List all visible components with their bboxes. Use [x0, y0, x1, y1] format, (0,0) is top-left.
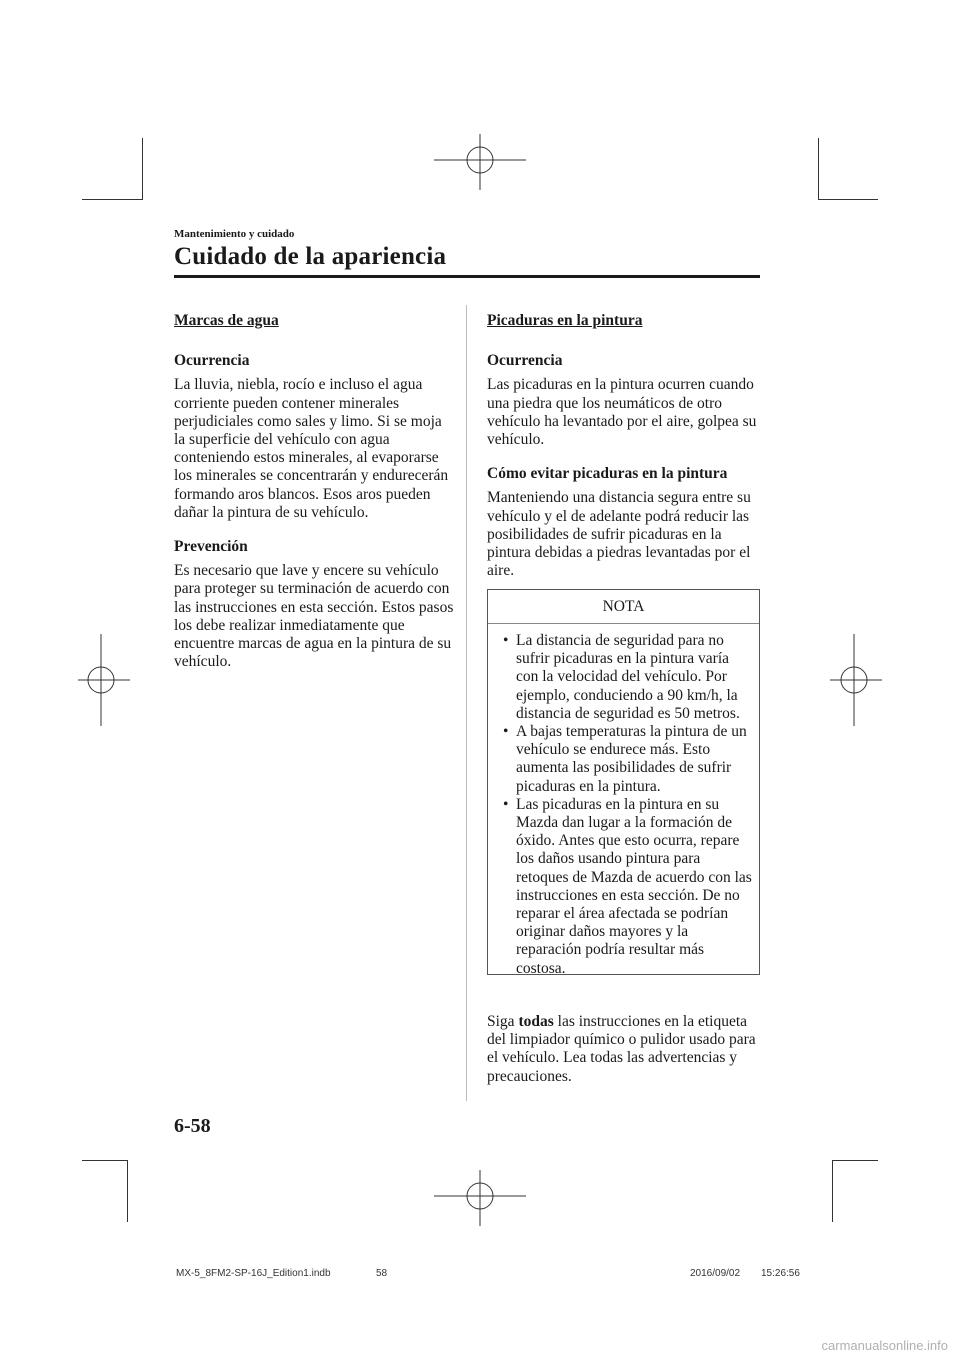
note-list	[500, 632, 752, 978]
note-item	[500, 723, 752, 796]
registration-mark-bottom	[434, 1166, 526, 1226]
right-column	[487, 312, 763, 596]
avoid-paragraph: Manteniendo una distancia segura entre su vehículo y el de adelante podrá reducir las posibilidades de sufrir picaduras en la pintura debidas a piedras levantadas por el aire.	[487, 489, 751, 580]
heading-paint-chips: Picaduras en la pintura	[487, 312, 643, 329]
closing-text-end: las instrucciones en la etiqueta del limpiador químico o pulidor usado para el vehículo. Lea todas las advertencias y precauciones.	[487, 1013, 756, 1085]
section-label: Mantenimiento y cuidado	[174, 228, 295, 240]
footer-date: 2016/09/02	[690, 1268, 741, 1279]
registration-mark-top	[434, 134, 526, 194]
left-column	[174, 312, 456, 687]
closing-paragraph	[487, 1013, 763, 1086]
footer-filename: MX-5_8FM2-SP-16J_Edition1.indb	[176, 1268, 331, 1279]
heading-water-marks: Marcas de agua	[174, 312, 279, 329]
note-separator	[488, 623, 759, 624]
note-box	[487, 589, 760, 975]
page-number: 6-58	[174, 1115, 211, 1137]
bullet-icon: •	[503, 723, 509, 741]
note-item	[500, 796, 752, 978]
subheading-avoid-chips: Cómo evitar picaduras en la pintura	[487, 465, 728, 483]
occurrence-paragraph: Las picaduras en la pintura ocurren cuando una piedra que los neumáticos de otro vehículo ha levantado por el aire, golpea su vehículo.	[487, 376, 757, 449]
subheading-occurrence: Ocurrencia	[174, 352, 250, 370]
note-item	[500, 632, 752, 723]
footer-sheet-number: 58	[376, 1268, 388, 1279]
footer-time: 15:26:56	[761, 1268, 800, 1279]
watermark: carmanualsonline.info	[821, 1338, 948, 1353]
prevention-paragraph: Es necesario que lave y encere su vehículo para proteger su terminación de acuerdo con las instrucciones en esta sección. Estos pasos los debe realizar inmediatamente que encuentre marcas de agua en la pintura de su vehículo.	[174, 562, 454, 671]
subheading-prevention: Prevención	[174, 538, 248, 556]
bullet-icon: •	[503, 632, 509, 649]
closing-text-start: Siga	[487, 1013, 519, 1030]
note-item-text: A bajas temperaturas la pintura de un vehículo se endurece más. Esto aumenta las posibilidades de sufrir picaduras en la pintura.	[516, 723, 747, 795]
occurrence-paragraph: La lluvia, niebla, rocío e incluso el agua corriente pueden contener minerales perjudiciales como sales y limo. Si se moja la superficie del vehículo con agua conteniendo estos minerales, al evaporarse los minerales se concentrarán y endurecerán formando aros blancos. Esos aros pueden dañar la pintura de su vehículo.	[174, 376, 449, 521]
bullet-icon: •	[503, 795, 509, 813]
closing-emphasis: todas	[518, 1013, 554, 1030]
column-divider	[466, 305, 467, 1101]
title-rule	[174, 275, 760, 278]
page-title: Cuidado de la apariencia	[174, 243, 447, 270]
registration-mark-right	[830, 634, 882, 726]
registration-mark-left	[78, 634, 130, 726]
note-title: NOTA	[602, 598, 645, 615]
note-item-text: Las picaduras en la pintura en su Mazda dan lugar a la formación de óxido. Antes que esto ocurra, repare los daños usando pintura para retoques de Mazda de acuerdo con las instrucciones en esta sección. De no reparar el área afectada se podrían originar daños mayores y la reparación podría resultar más costosa.	[516, 795, 752, 977]
note-item-text: La distancia de seguridad para no sufrir picaduras en la pintura varía con la velocidad del vehículo. Por ejemplo, conduciendo a 90 km/h, la distancia de seguridad es 50 metros.	[516, 632, 740, 722]
subheading-occurrence: Ocurrencia	[487, 352, 563, 370]
